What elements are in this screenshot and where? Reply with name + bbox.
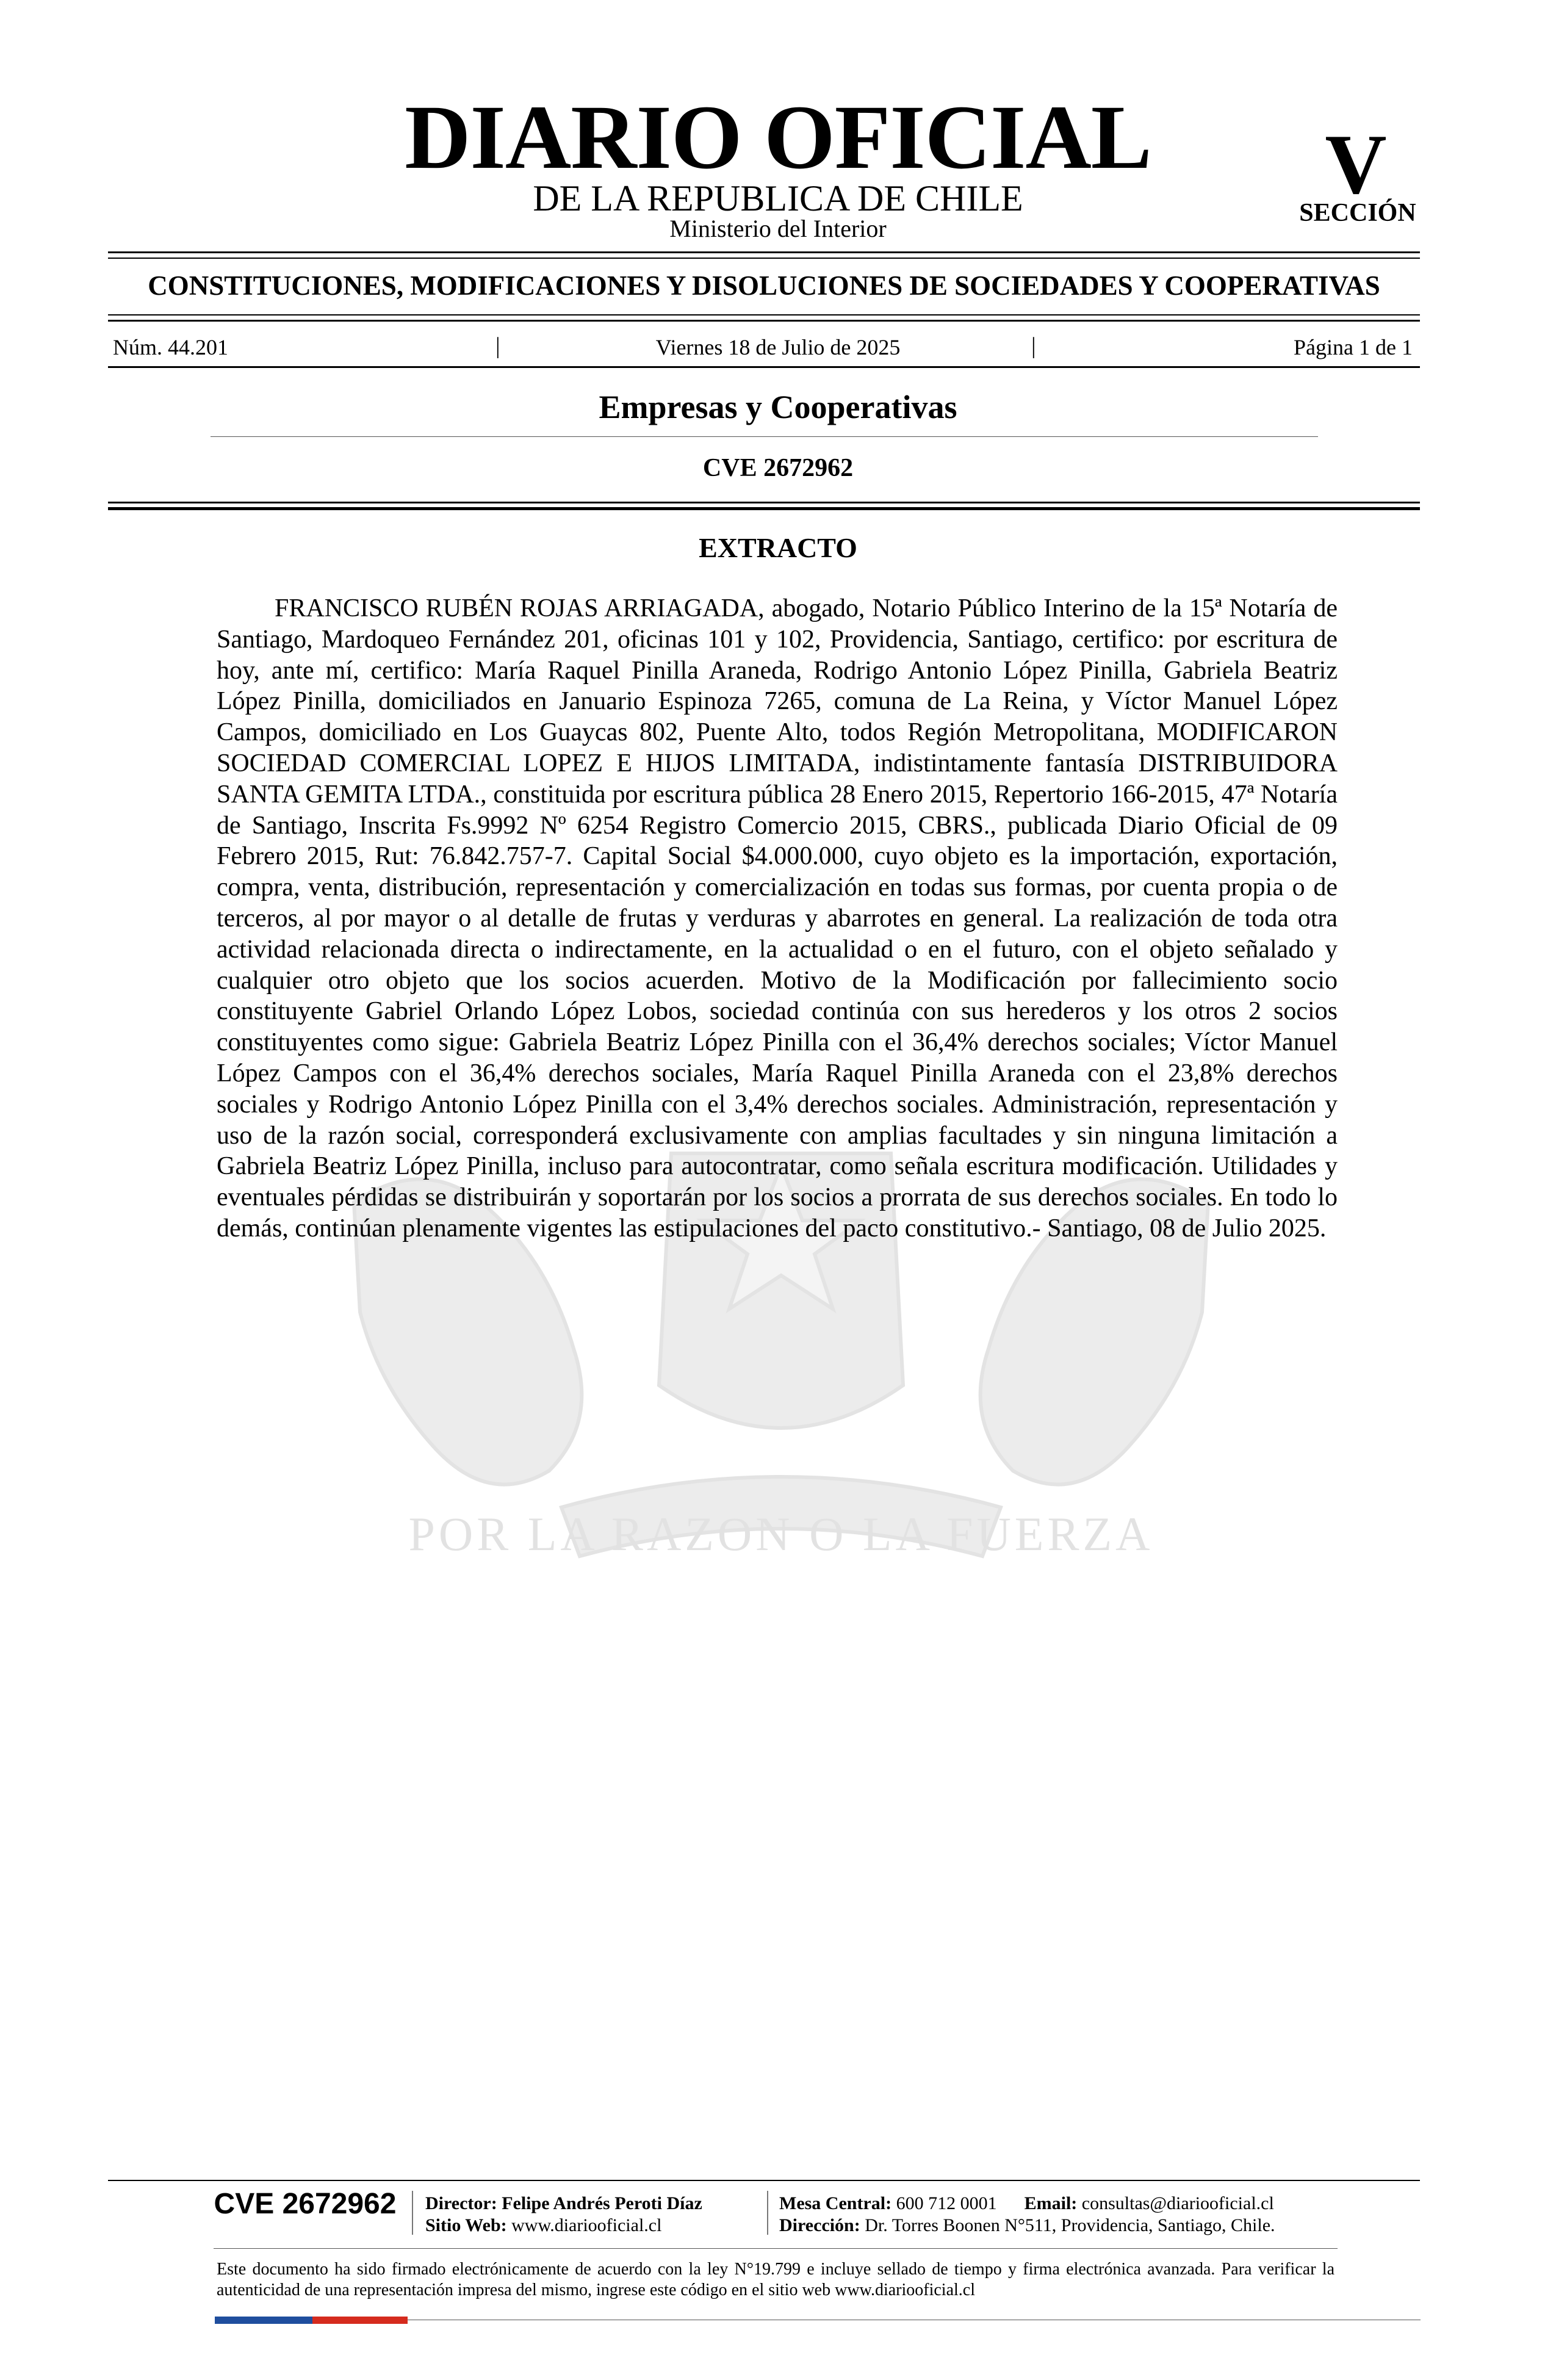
director-name: Felipe Andrés Peroti Díaz xyxy=(502,2193,702,2213)
footer-website xyxy=(425,2216,661,2235)
info-separator: | xyxy=(1031,333,1036,359)
page-count: Página 1 de 1 xyxy=(1294,335,1413,359)
watermark-motto: POR LA RAZON O LA FUERZA xyxy=(408,1507,1154,1560)
footer-address xyxy=(779,2216,1275,2235)
flag-stripe-red xyxy=(312,2317,408,2324)
footer-divider xyxy=(767,2191,768,2235)
issue-number: Núm. 44.201 xyxy=(113,335,228,359)
email-link[interactable]: consultas@diariooficial.cl xyxy=(1081,2193,1274,2213)
rule-cve-2 xyxy=(108,507,1420,510)
article-title: EXTRACTO xyxy=(699,532,857,563)
cve-code: CVE 2672962 xyxy=(702,454,854,482)
rule-mid-2 xyxy=(108,320,1420,322)
address-label: Dirección: xyxy=(779,2215,860,2235)
rule-top-2 xyxy=(108,258,1420,259)
issue-date: Viernes 18 de Julio de 2025 xyxy=(655,335,901,359)
section-number: V xyxy=(1325,117,1387,212)
rule-cve-1 xyxy=(108,502,1420,503)
email-label: Email: xyxy=(1024,2193,1078,2213)
flag-stripe-blue xyxy=(215,2317,312,2324)
website-label: Sitio Web: xyxy=(425,2215,507,2235)
footer-divider xyxy=(412,2191,413,2235)
footer-cve-code: CVE 2672962 xyxy=(214,2188,397,2220)
masthead-title: DIARIO OFICIAL xyxy=(405,87,1151,188)
masthead-ministry: Ministerio del Interior xyxy=(669,215,887,242)
footer-legal-note: Este documento ha sido firmado electrónicamente de acuerdo con la ley N°19.799 e incluye sellado de tiempo y firma electrónica avanzada. Para verificar la autenticidad de una representación impresa del mismo, ingrese este código en el sitio web www.diariooficial.cl xyxy=(217,2260,1334,2299)
phone-label: Mesa Central: xyxy=(779,2193,892,2213)
article-body: FRANCISCO RUBÉN ROJAS ARRIAGADA, abogado, Notario Público Interino de la 15ª Notaría de Santiago, Mardoqueo Fernández 201, oficinas 101 y 102, Providencia, Santiago, certifico: por escritura de hoy, ante mí, certifico: María Raquel Pinilla Araneda, Rodrigo Antonio López Pinilla, Gabriela Beatriz López Pinilla, domiciliados en Januario Espinoza 7265, comuna de La Reina, y Víctor Manuel López Campos, domiciliado en Los Guaycas 802, Puente Alto, todos Región Metropolitana, MODIFICARON SOCIEDAD COMERCIAL LOPEZ E HIJOS LIMITADA, indistintamente fantasía DISTRIBUIDORA SANTA GEMITA LTDA., constituida por escritura pública 28 Enero 2015, Repertorio 166-2015, 47ª Notaría de Santiago, Inscrita Fs.9992 Nº 6254 Registro Comercio 2015, CBRS., publicada Diario Oficial de 09 Febrero 2015, Rut: 76.842.757-7. Capital Social $4.000.000, cuyo objeto es la importación, exportación, compra, venta, distribución, representación y comercialización en todas sus formas, por cuenta propia o de terceros, al por mayor o al detalle de frutas y verduras y abarrotes en general. La realización de toda otra actividad relacionada directa o indirectamente, en la actualidad o en el futuro, con el objeto señalado y cualquier otro objeto que los socios acuerden. Motivo de la Modificación por fallecimiento socio constituyente Gabriel Orlando López Lobos, sociedad continúa con sus herederos y los otros 2 socios constituyentes como sigue: Gabriela Beatriz López Pinilla con el 36,4% derechos sociales; Víctor Manuel López Campos con el 36,4% derechos sociales, María Raquel Pinilla Araneda con el 23,8% derechos sociales y Rodrigo Antonio López Pinilla con el 3,4% derechos sociales. Administración, representación y uso de la razón social, corresponderá exclusivamente con amplias facultades y sin ninguna limitación a Gabriela Beatriz López Pinilla, incluso para autocontratar, como señala escritura modificación. Utilidades y eventuales pérdidas se distribuirán y soportarán por los socios a prorrata de sus derechos sociales. En todo lo demás, continúan plenamente vigentes las estipulaciones del pacto constitutivo.- Santiago, 08 de Julio 2025. xyxy=(217,594,1338,1242)
rule-info-bottom xyxy=(108,366,1420,368)
rule-top-1 xyxy=(108,251,1420,253)
section-label: SECCIÓN xyxy=(1299,199,1416,227)
info-separator: | xyxy=(495,333,500,359)
address-text: Dr. Torres Boonen N°511, Providencia, Santiago, Chile. xyxy=(865,2215,1275,2235)
masthead-subtitle: DE LA REPUBLICA DE CHILE xyxy=(533,178,1023,218)
rule-mid-1 xyxy=(108,314,1420,316)
footer-rule-mid xyxy=(214,2248,1338,2249)
category-title: Empresas y Cooperativas xyxy=(599,389,957,425)
footer-director xyxy=(425,2194,702,2213)
website-link[interactable]: www.diariooficial.cl xyxy=(511,2215,662,2235)
phone-number: 600 712 0001 xyxy=(896,2193,997,2213)
director-label: Director: xyxy=(425,2193,497,2213)
footer-rule-top xyxy=(108,2180,1420,2181)
footer-phone-email xyxy=(779,2194,1274,2213)
section-heading: CONSTITUCIONES, MODIFICACIONES Y DISOLUCIONES DE SOCIEDADES Y COOPERATIVAS xyxy=(148,270,1380,301)
category-divider xyxy=(211,436,1318,437)
